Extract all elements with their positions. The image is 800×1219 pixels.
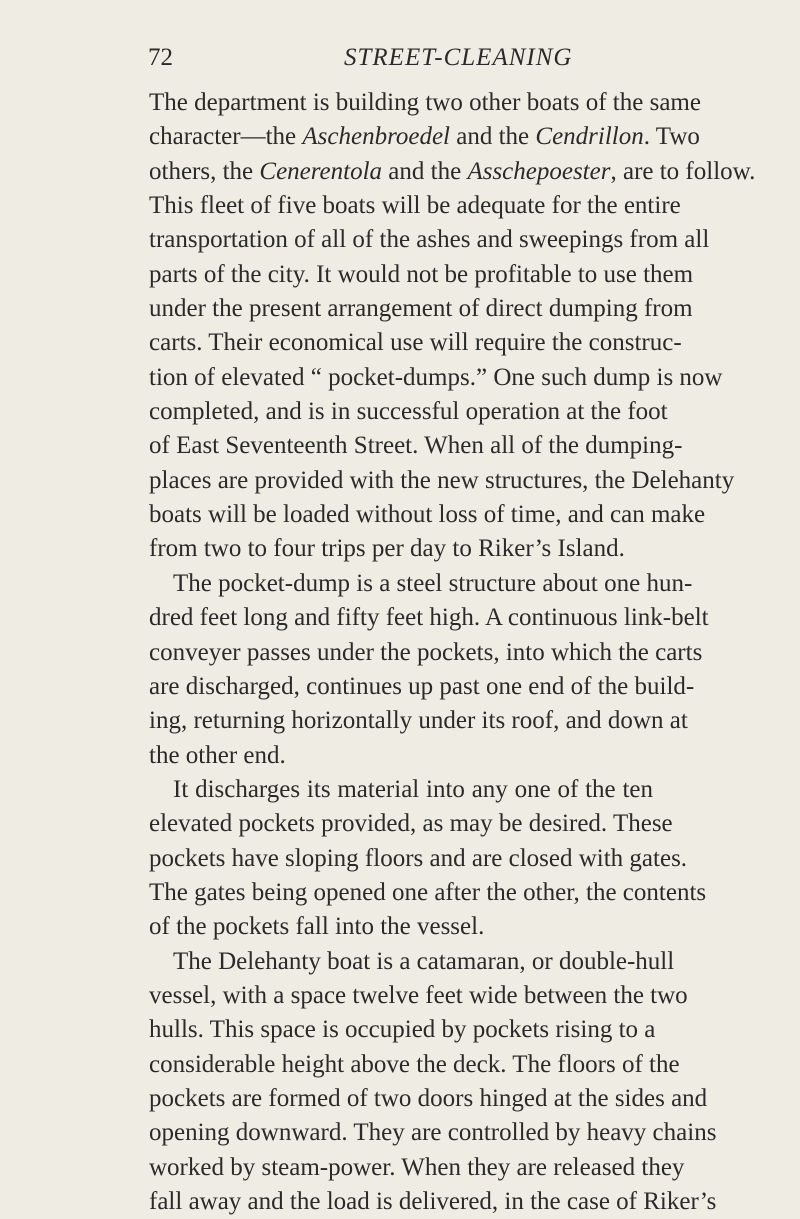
text-line: It discharges its material into any one of the ten bbox=[173, 775, 653, 803]
text-line: opening downward. They are controlled by heavy chains bbox=[149, 1119, 717, 1147]
text-span: others, the bbox=[149, 157, 260, 185]
text-line: pockets are formed of two doors hinged at the sides and bbox=[149, 1084, 708, 1112]
paragraph-4 bbox=[149, 945, 717, 1219]
text-line: boats will be loaded without loss of time, and can make bbox=[149, 501, 706, 529]
text-line: are discharged, continues up past one end of the build- bbox=[149, 672, 695, 700]
text-span: . Two bbox=[643, 123, 700, 151]
text-line: The Delehanty boat is a catamaran, or double-hull bbox=[173, 947, 675, 975]
text-line bbox=[149, 155, 756, 189]
text-line: ing, returning horizontally under its roof, and down at bbox=[149, 707, 688, 735]
text-line bbox=[149, 120, 700, 154]
text-line: completed, and is in successful operation at the foot bbox=[149, 398, 668, 426]
text-line: under the present arrangement of direct dumping from bbox=[149, 295, 693, 323]
text-line: elevated pockets provided, as may be desired. These bbox=[149, 810, 673, 838]
body-text bbox=[149, 86, 756, 1219]
text-line: conveyer passes under the pockets, into which the carts bbox=[149, 638, 703, 666]
running-title: STREET-CLEANING bbox=[344, 44, 573, 71]
running-head bbox=[148, 44, 660, 78]
text-span: and the bbox=[382, 157, 468, 185]
text-line: parts of the city. It would not be profitable to use them bbox=[149, 260, 694, 288]
text-line: considerable height above the deck. The floors of the bbox=[149, 1050, 680, 1078]
text-line: dred feet long and fifty feet high. A continuous link-belt bbox=[149, 604, 709, 632]
text-line: worked by steam-power. When they are released they bbox=[149, 1153, 685, 1181]
paragraph-2 bbox=[149, 567, 709, 773]
text-line: transportation of all of the ashes and sweepings from all bbox=[149, 226, 710, 254]
paragraph-1 bbox=[149, 86, 756, 567]
text-line: tion of elevated “ pocket-dumps.” One such dump is now bbox=[149, 363, 723, 391]
text-line: fall away and the load is delivered, in the case of Riker’s bbox=[149, 1188, 717, 1215]
text-line: pockets have sloping floors and are closed with gates. bbox=[149, 844, 688, 872]
text-line: of East Seventeenth Street. When all of the dumping- bbox=[149, 432, 683, 460]
text-line: The gates being opened one after the other, the contents bbox=[149, 878, 707, 906]
text-line: hulls. This space is occupied by pockets rising to a bbox=[149, 1016, 656, 1044]
text-span: , are to follow. bbox=[610, 157, 756, 185]
text-line: The pocket-dump is a steel structure about one hun- bbox=[173, 569, 693, 597]
text-span: and the bbox=[450, 123, 536, 151]
text-line: places are provided with the new structures, the Delehanty bbox=[149, 466, 735, 494]
boat-name-aschenbroedel: Aschenbroedel bbox=[302, 123, 451, 151]
text-line: This fleet of five boats will be adequate for the entire bbox=[149, 192, 681, 220]
text-line: vessel, with a space twelve feet wide between the two bbox=[149, 981, 688, 1009]
text-span: character—the bbox=[149, 123, 303, 151]
text-line: the other end. bbox=[149, 741, 286, 769]
text-line: from two to four trips per day to Riker’s Island. bbox=[149, 535, 625, 563]
boat-name-cenerentola: Cenerentola bbox=[259, 157, 383, 185]
text-line: The department is building two other boats of the same bbox=[149, 89, 701, 116]
text-line: carts. Their economical use will require the construc- bbox=[149, 329, 682, 357]
text-line: of the pockets fall into the vessel. bbox=[149, 913, 485, 941]
page-number: 72 bbox=[148, 44, 173, 71]
paragraph-3 bbox=[149, 773, 707, 945]
boat-name-asschepoester: Asschepoester bbox=[467, 157, 611, 185]
boat-name-cendrillon: Cendrillon bbox=[535, 123, 644, 151]
